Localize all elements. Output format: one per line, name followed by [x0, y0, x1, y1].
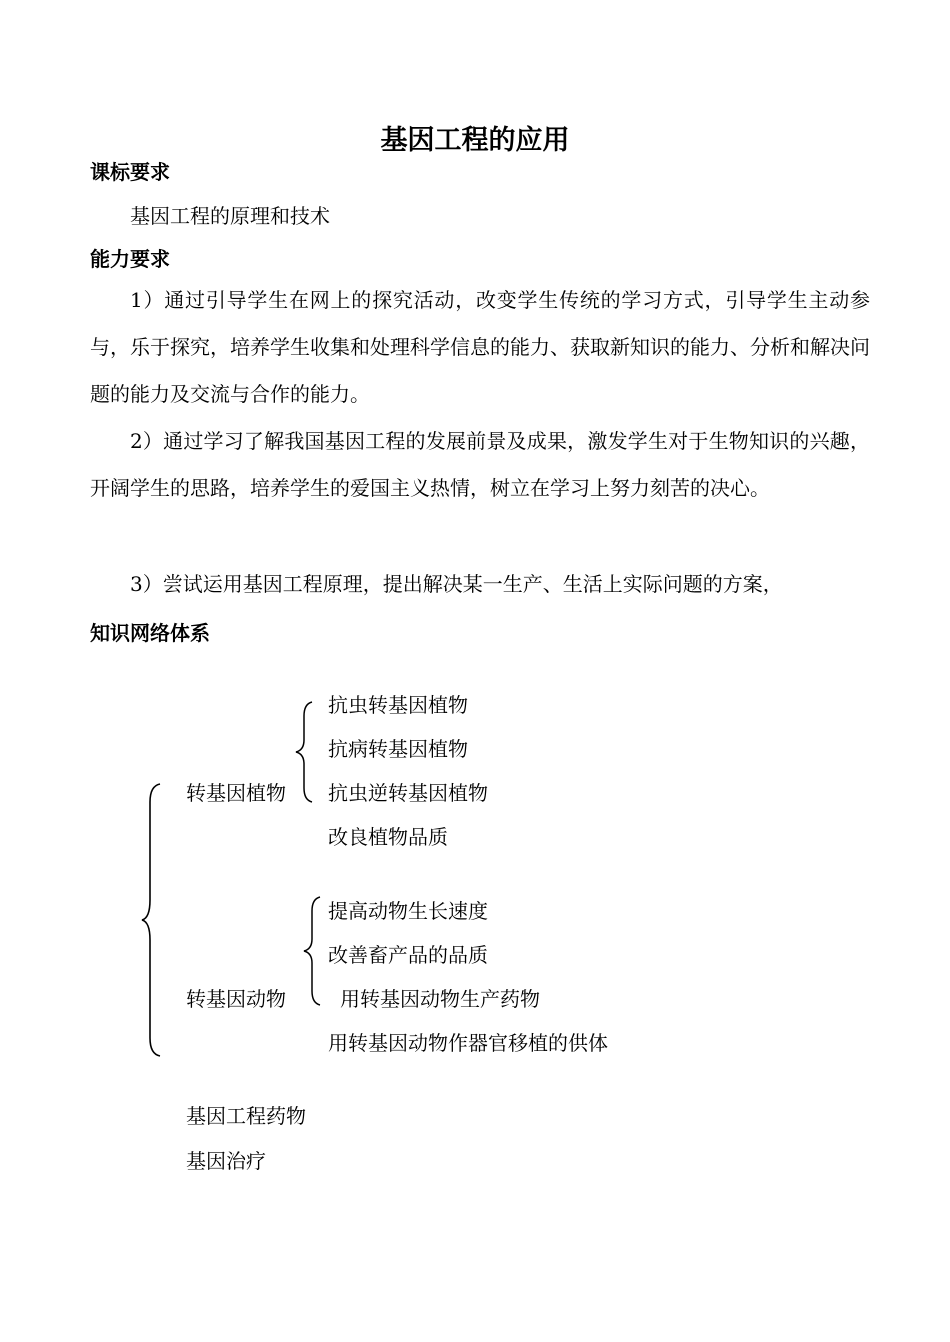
animals-brace [298, 895, 324, 1007]
animals-label: 转基因动物 [186, 987, 286, 1011]
plants-item: 改良植物品质 [328, 825, 448, 849]
animals-item: 提高动物生长速度 [328, 899, 488, 923]
ability-heading: 能力要求 [90, 247, 170, 271]
plants-label: 转基因植物 [186, 781, 286, 805]
network-heading: 知识网络体系 [90, 621, 210, 645]
outer-brace [138, 782, 164, 1058]
plants-item: 抗虫逆转基因植物 [328, 781, 488, 805]
animals-item: 改善畜产品的品质 [328, 943, 488, 967]
other-item: 基因工程药物 [186, 1104, 306, 1128]
ability-paragraph-2: 2）通过学习了解我国基因工程的发展前景及成果，激发学生对于生物知识的兴趣，开阔学生的思路，培养学生的爱国主义热情，树立在学习上努力刻苦的决心。 [90, 429, 870, 500]
plants-item: 抗虫转基因植物 [328, 693, 468, 717]
plants-item: 抗病转基因植物 [328, 737, 468, 761]
other-item: 基因治疗 [186, 1149, 266, 1173]
ability-paragraph-3: 3）尝试运用基因工程原理，提出解决某一生产、生活上实际问题的方案， [130, 572, 783, 596]
animals-item: 用转基因动物作器官移植的供体 [328, 1031, 608, 1055]
page-title: 基因工程的应用 [380, 125, 570, 156]
animals-item: 用转基因动物生产药物 [340, 987, 540, 1011]
ability-paragraph-1: 1）通过引导学生在网上的探究活动，改变学生传统的学习方式，引导学生主动参与，乐于探究，培养学生收集和处理科学信息的能力、获取新知识的能力、分析和解决问题的能力及交流与合作的能力。 [90, 288, 870, 406]
standard-item: 基因工程的原理和技术 [130, 204, 330, 228]
plants-brace [290, 700, 316, 804]
standard-heading: 课标要求 [90, 160, 170, 184]
